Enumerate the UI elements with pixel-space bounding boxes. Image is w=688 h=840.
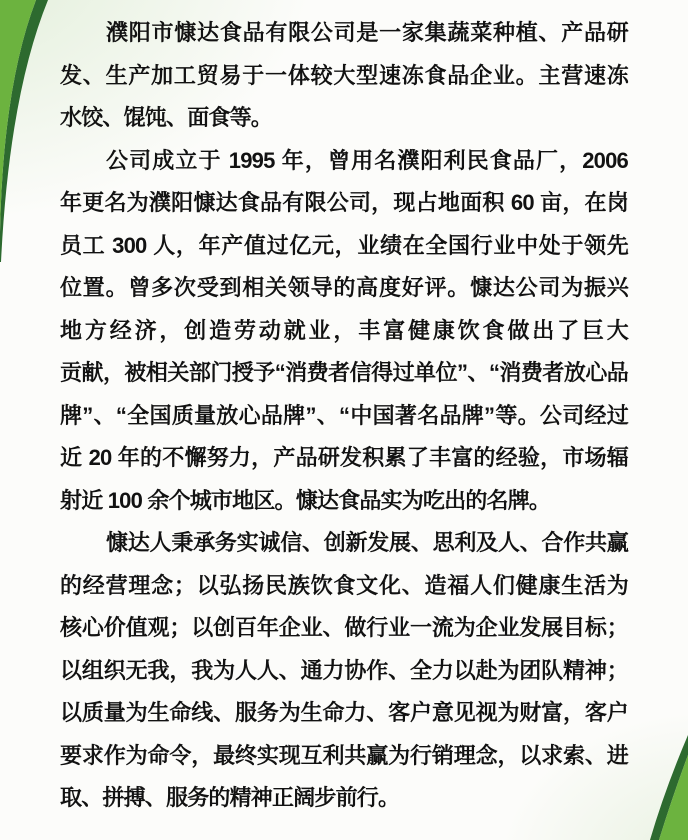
text-line: 核心价值观；以创百年企业、做行业一流为企业发展目标； <box>60 615 628 640</box>
text-line: 以质量为生命线、服务为生命力、客户意见视为财富，客户 <box>60 700 628 725</box>
paragraph <box>60 522 628 820</box>
company-intro-text <box>60 12 628 820</box>
swoosh-bright-wedge <box>659 755 688 840</box>
text-line: 濮阳市慷达食品有限公司是一家集蔬菜种植、产品研 <box>106 20 628 45</box>
paragraph <box>60 140 628 523</box>
text-line: 近 20 年的不懈努力，产品研发积累了丰富的经验，市场辐 <box>60 445 628 470</box>
text-line: 贡献，被相关部门授予“消费者信得过单位”、“消费者放心品 <box>60 360 628 385</box>
text-line: 要求作为命令，最终实现互利共赢为行销理念，以求索、进 <box>60 742 628 768</box>
text-line: 慷达人秉承务实诚信、创新发展、思利及人、合作共赢 <box>106 530 628 555</box>
text-line: 以组织无我，我为人人、通力协作、全力以赴为团队精神； <box>60 657 628 683</box>
paragraph <box>60 12 628 140</box>
text-line: 地方经济，创造劳动就业，丰富健康饮食做出了巨大 <box>60 317 628 343</box>
text-line: 取、拼搏、服务的精神正阔步前行。 <box>60 785 400 810</box>
text-line: 发、生产加工贸易于一体较大型速冻食品企业。主营速冻 <box>60 62 628 88</box>
text-line: 年更名为濮阳慷达食品有限公司，现占地面积 60 亩，在岗 <box>60 190 628 215</box>
text-line: 牌”、“全国质量放心品牌”、“中国著名品牌”等。公司经过 <box>60 402 628 428</box>
text-line: 公司成立于 1995 年，曾用名濮阳利民食品厂，2006 <box>106 147 628 173</box>
text-line: 射近 100 余个城市地区。慷达食品实为吃出的名牌。 <box>60 487 551 513</box>
text-line: 水饺、馄饨、面食等。 <box>60 105 273 130</box>
text-line: 员工 300 人，年产值过亿元，业绩在全国行业中处于领先 <box>60 232 628 258</box>
text-line: 的经营理念；以弘扬民族饮食文化、造福人们健康生活为 <box>60 572 628 598</box>
text-line: 位置。曾多次受到相关领导的高度好评。慷达公司为振兴 <box>60 275 628 300</box>
